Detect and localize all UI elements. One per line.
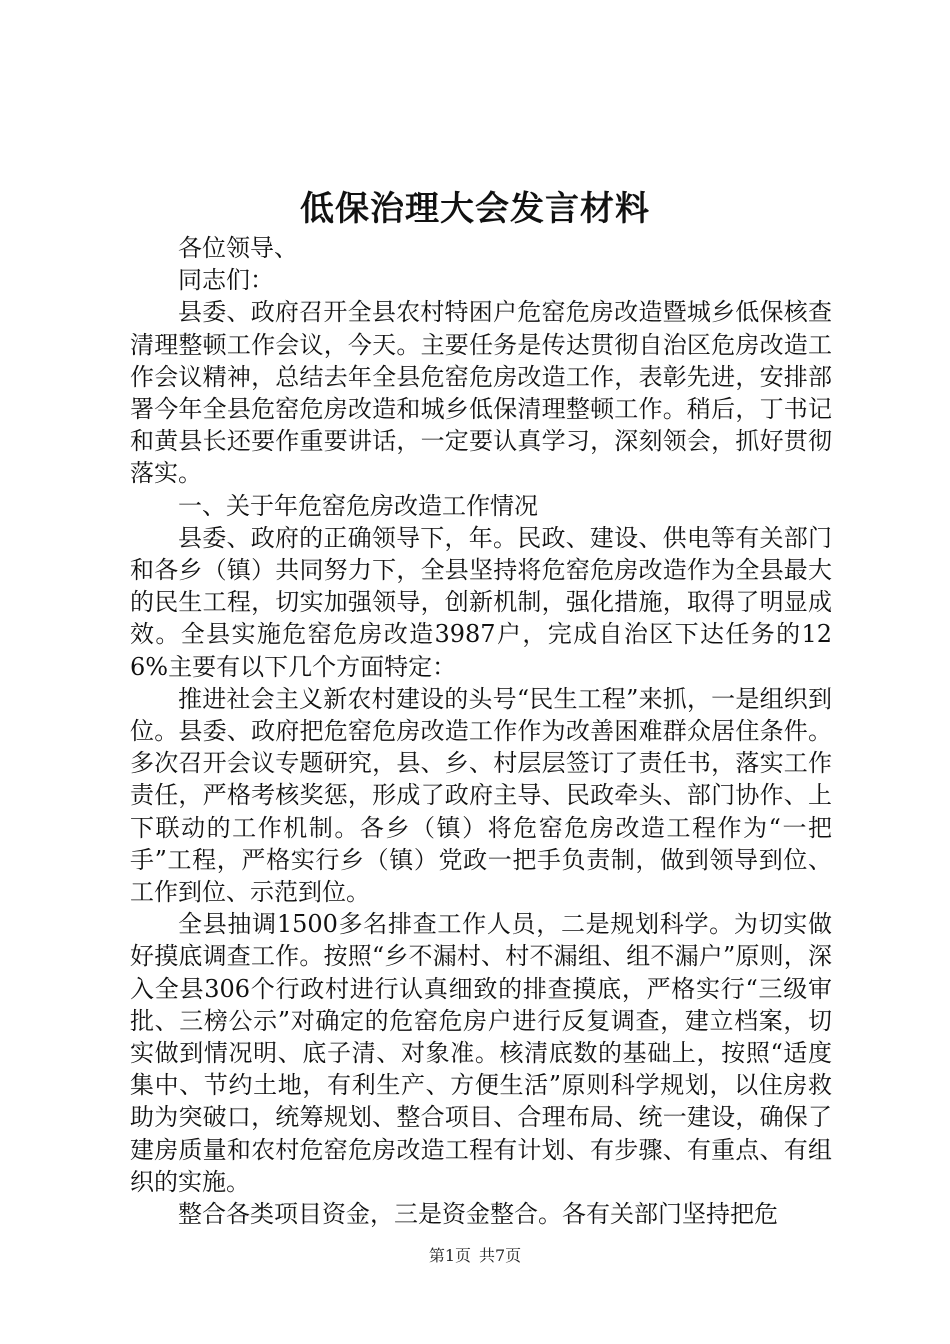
document-title: 低保治理大会发言材料 (300, 189, 650, 229)
page-total: 共7页 (479, 1246, 522, 1265)
page-footer (0, 1245, 950, 1267)
paragraph-summary: 县委、政府的正确领导下，年。民政、建设、供电等有关部门和各乡（镇）共同努力下，全县坚持将危窑危房改造作为全县最大的民生工程，切实加强领导，创新机制，强化措施，取得了明显成效。全县实施危窑危房改造3987户，完成自治区下达任务的126%主要有以下几个方面特定： (130, 523, 832, 681)
salutation-leaders: 各位领导、 (178, 234, 298, 262)
paragraph-funding: 整合各类项目资金，三是资金整合。各有关部门坚持把危 (178, 1200, 778, 1229)
salutation-comrades: 同志们： (178, 266, 274, 295)
page-number: 第1页 (428, 1246, 471, 1265)
paragraph-planning: 全县抽调1500多名排查工作人员，二是规划科学。为切实做好摸底调查工作。按照“乡不漏村、村不漏组、组不漏户”原则，深入全县306个行政村进行认真细致的排查摸底，严格实行“三级审批、三榜公示”对确定的危窑危房户进行反复调查，建立档案，切实做到情况明、底子清、对象准。核清底数的基础上，按照“适度集中、节约土地，有利生产、方便生活”原则科学规划，以住房救助为突破口，统筹规划、整合项目、合理布局、统一建设，确保了建房质量和农村危窑危房改造工程有计划、有步骤、有重点、有组织的实施。 (130, 910, 832, 1196)
paragraph-organization: 推进社会主义新农村建设的头号“民生工程”来抓，一是组织到位。县委、政府把危窑危房改造工作作为改善困难群众居住条件。多次召开会议专题研究，县、乡、村层层签订了责任书，落实工作责任，严格考核奖惩，形成了政府主导、民政牵头、部门协作、上下联动的工作机制。各乡（镇）将危窑危房改造工程作为“一把手”工程，严格实行乡（镇）党政一把手负责制，做到领导到位、工作到位、示范到位。 (130, 684, 832, 907)
paragraph-intro: 县委、政府召开全县农村特困户危窑危房改造暨城乡低保核查清理整顿工作会议，今天。主要任务是传达贯彻自治区危房改造工作会议精神，总结去年全县危窑危房改造工作，表彰先进，安排部署今年全县危窑危房改造和城乡低保清理整顿工作。稍后，丁书记和黄县长还要作重要讲话，一定要认真学习，深刻领会，抓好贯彻落实。 (130, 298, 832, 488)
document-body (130, 232, 832, 1230)
section-heading-1: 一、关于年危窑危房改造工作情况 (178, 491, 538, 520)
